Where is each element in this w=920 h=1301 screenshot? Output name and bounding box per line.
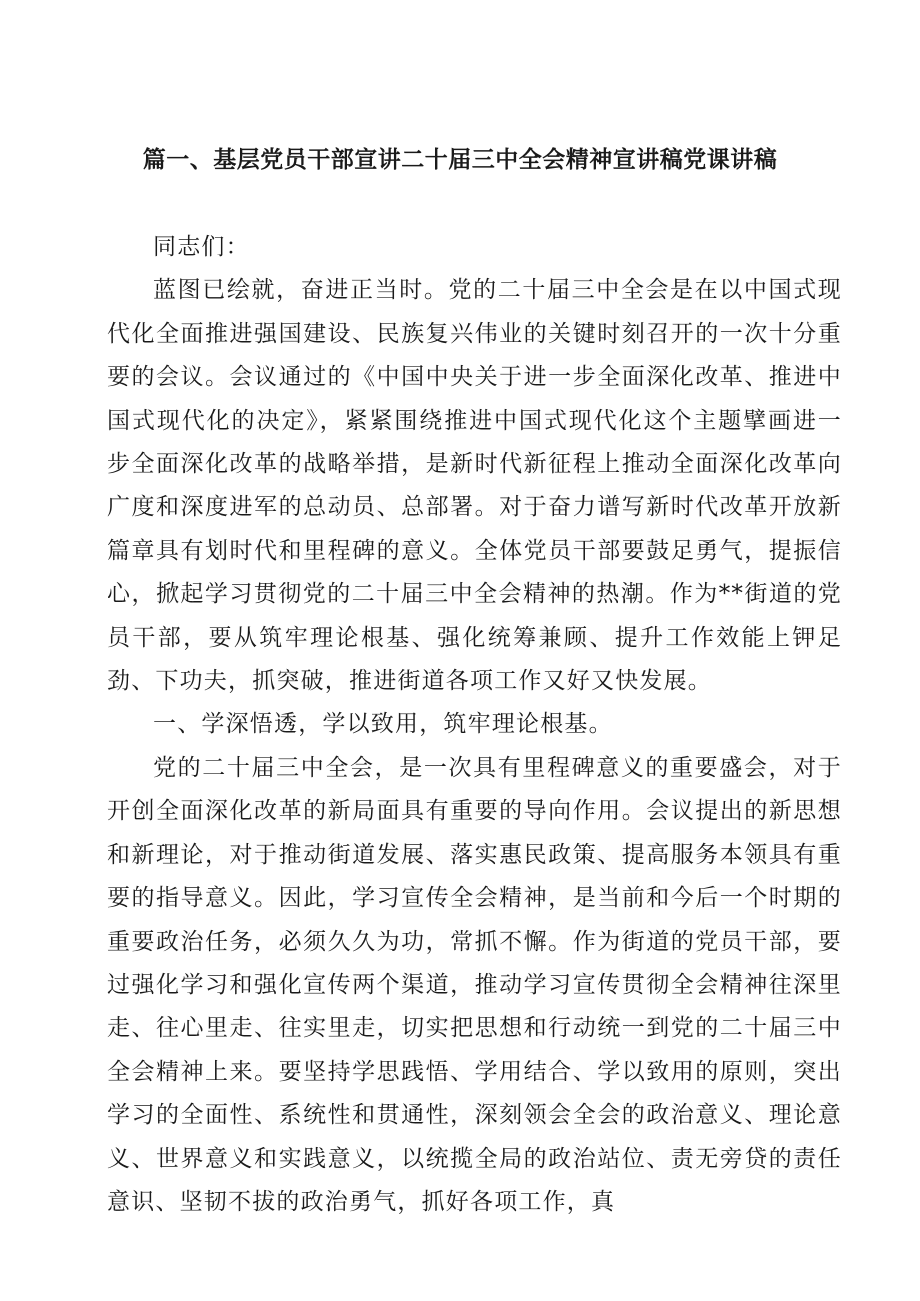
body-paragraph: 党的二十届三中全会，是一次具有里程碑意义的重要盛会，对于开创全面深化改革的新局面具有重要的导向作用。会议提出的新思想和新理论，对于推动街道发展、落实惠民政策、提高服务本领具有重要的指导意义。因此，学习宣传全会精神，是当前和今后一个时期的重要政治任务，必须久久为功，常抓不懈。作为街道的党员干部，要过强化学习和强化宣传两个渠道，推动学习宣传贯彻全会精神往深里走、往心里走、往实里走，切实把思想和行动统一到党的二十届三中全会精神上来。要坚持学思践悟、学用结合、学以致用的原则，突出学习的全面性、系统性和贯通性，深刻领会全会的政治意义、理论意义、世界意义和实践意义，以统揽全局的政治站位、责无旁贷的责任意识、坚韧不拔的政治勇气，抓好各项工作，真 (107, 754, 842, 1215)
intro-paragraph: 蓝图已绘就，奋进正当时。党的二十届三中全会是在以中国式现代化全面推进强国建设、民族复兴伟业的关键时刻召开的一次十分重要的会议。会议通过的《中国中央关于进一步全面深化改革、推进中国式现代化的决定》，紧紧围绕推进中国式现代化这个主题擘画进一步全面深化改革的战略举措，是新时代新征程上推动全面深化改革向广度和深度进军的总动员、总部署。对于奋力谱写新时代改革开放新篇章具有划时代和里程碑的意义。全体党员干部要鼓足勇气，提振信心，掀起学习贯彻党的二十届三中全会精神的热潮。作为**街道的党员干部，要从筑牢理论根基、强化统筹兼顾、提升工作效能上钾足劲、下功夫，抓突破，推进街道各项工作又好又快发展。 (107, 277, 842, 695)
salutation-paragraph: 同志们： (153, 234, 250, 260)
section-heading: 一、学深悟透，学以致用，筑牢理论根基。 (153, 711, 613, 738)
document-title: 篇一、基层党员干部宣讲二十届三中全会精神宣讲稿党课讲稿 (142, 147, 778, 173)
document-body (107, 226, 842, 1224)
